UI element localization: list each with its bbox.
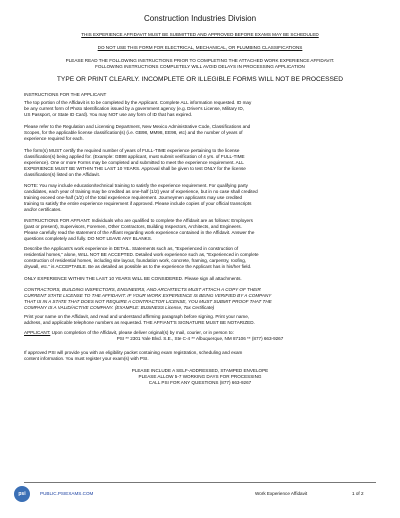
text-line: address, and applicable telephone numbers as requested. THE AFFIANT'S SIGNATURE MUST BE NOTARIZED. bbox=[24, 319, 255, 325]
read-instructions-line-2: FOLLOWING INSTRUCTIONS COMPLETELY WILL AVOID DELAYS IN PROCESSING APPLICATION bbox=[95, 64, 305, 69]
page-title: Construction Industries Division bbox=[143, 14, 257, 23]
warning-submit-before-exams: THIS EXPERIENCE AFFIDAVIT MUST BE SUBMITTED AND APPROVED BEFORE EXAMS MAY BE SCHEDULED bbox=[81, 32, 319, 37]
text-line: and/or certificates. bbox=[24, 206, 62, 212]
text-line: (past or present), Supervisors, Foremen, Other Contractors, Building Inspectors, Architects, and Engineers. bbox=[24, 223, 242, 229]
paragraph-affiant-instructions bbox=[24, 218, 376, 242]
text-line: EXPERIENCE MUST BE WITHIN THE LAST 10 YEARS. Approval shall be given to test ONLY for the license bbox=[24, 165, 246, 171]
text-line: US Passport, or State ID Card). You may NOT use any form of ID that has expired. bbox=[24, 111, 193, 117]
text-line: CALL PSI FOR ANY QUESTIONS (877) 663-9267 bbox=[148, 379, 252, 385]
paragraph-last-10-years: ONLY EXPERIENCE WITHIN THE LAST 10 YEARS WILL BE CONSIDERED. Please sign all attachments. bbox=[24, 276, 242, 281]
text-line: Describe the Applicant's work experience in DETAIL. Statements such as, "Experienced in construction of bbox=[24, 246, 239, 251]
text-line: Print your name on the Affidavit, and read and understand affirming paragraph before signing. Print your name, bbox=[24, 314, 250, 319]
text-line: experience). One or more Forms may be completed and submitted to meet the experience requirement. ALL bbox=[24, 159, 244, 165]
text-line: THAT IS IN A STATE THAT DOES NOT REQUIRE A CONTRACTOR LICENSE, YOU MUST SUBMIT PROOF THAT THE bbox=[24, 298, 272, 304]
text-line: If approved PSI will provide you with an eligibility packet containing exam registration, scheduling and exam bbox=[24, 350, 243, 355]
paragraph-eligibility bbox=[24, 350, 376, 362]
paragraph-id-requirements bbox=[24, 100, 376, 118]
paragraph-education-note bbox=[24, 183, 376, 213]
text-line: drywall, etc." is ACCEPTABLE. Be as detailed as possible as to the experience the Applicant has in his/her field. bbox=[24, 263, 252, 269]
text-line: Scopes, for the applicable license classification(s) (i.e. GB98, MM98, EE98, etc) and the number of years of bbox=[24, 129, 243, 135]
text-line: content information. You must register your exam(s) with PSI. bbox=[24, 355, 149, 361]
text-line: training to satisfy the entire experience requirement if approved. Please include copies of your official transcripts bbox=[24, 200, 252, 206]
footer-document-name: Work Experience Affidavit bbox=[255, 491, 308, 496]
text-line: CURRENT STATE LICENSE TO THE AFFIDAVIT. IF YOUR WORK EXPERIENCE IS BEING VERIFIED BY A COMPANY bbox=[24, 292, 272, 298]
footer-page-number: 1 of 2 bbox=[352, 491, 364, 496]
text-line: training exceed one-half (1/2) of the total experience requirement. Journeymen applicants may use credited bbox=[24, 194, 243, 200]
psi-address: PSI ** 2301 Yale Blvd. S.E., Ste C-4 ** Albuquerque, NM 87106 ** (877) 663-9267 bbox=[116, 335, 284, 341]
text-line: questions completely and fully. DO NOT LEAVE ANY BLANKS. bbox=[24, 235, 153, 241]
text-line: residential homes," alone, WILL NOT BE ACCEPTED. Detailed work experience such as, "Experienced in complete bbox=[24, 251, 259, 257]
paragraph-full-time-experience bbox=[24, 148, 376, 178]
paragraph-classifications bbox=[24, 124, 376, 142]
text-line: The top portion of the Affidavit is to be completed by the Applicant. Complete ALL information requested. ID may bbox=[24, 100, 252, 105]
text-line: experience required for each. bbox=[24, 135, 84, 141]
text-line: classification(s) listed on the Affidavit. bbox=[24, 171, 101, 177]
footer-divider bbox=[24, 482, 376, 483]
closing-notices bbox=[24, 368, 376, 386]
footer-website-link[interactable]: PUBLIC.PSIEXAMS.COM bbox=[40, 491, 94, 496]
psi-logo: psi bbox=[14, 486, 30, 502]
paragraph-license-copy bbox=[24, 287, 376, 311]
paragraph-notarized bbox=[24, 314, 376, 326]
text-line: NOTE: You may include education/technical training to satisfy the experience requirement. For qualifying party bbox=[24, 183, 248, 188]
type-or-print-notice: TYPE OR PRINT CLEARLY. INCOMPLETE OR ILLEGIBLE FORMS WILL NOT BE PROCESSED bbox=[56, 76, 344, 83]
instructions-heading: INSTRUCTIONS FOR THE APPLICANT bbox=[24, 92, 107, 97]
text-line: COMPANY IS A VALID/ACTIVE COMPANY. (EXAMPLE: BUSINESS License, Tax Certificate) bbox=[24, 304, 215, 310]
text-line: candidates, each year of training may be credited as one-half (1/2) year of experience, but in no case shall credited bbox=[24, 188, 258, 194]
text-line: Please refer to the Regulation and Licensing Department, New Mexico Administrative Code, Classifications and bbox=[24, 124, 251, 129]
paragraph-describe-experience bbox=[24, 246, 376, 270]
text-line: classification(s) being applied for. (Example: GB98 applicant, must submit verification of 4 yrs. of FULL-TIME bbox=[24, 153, 245, 159]
text-line: Upon completion of the Affidavit, please deliver original(s) by mail, courier, or in person to: bbox=[51, 330, 234, 335]
warning-do-not-use-form: DO NOT USE THIS FORM FOR ELECTRICAL, MECHANICAL, OR PLUMBING CLASSIFICATIONS bbox=[97, 45, 303, 50]
text-line: PLEASE ALLOW 5-7 WORKING DAYS FOR PROCESSING bbox=[138, 373, 262, 379]
text-line: CONTRACTORS, BUILDING INSPECTORS, ENGINEERS, AND ARCHITECTS MUST ATTACH A COPY OF THEIR bbox=[24, 287, 261, 292]
text-line: Please carefully read the statement of the Affiant regarding work experience contained in the Affidavit. Answer the bbox=[24, 229, 255, 235]
text-line: PLEASE INCLUDE A SELF-ADDRESSED, STAMPED ENVELOPE bbox=[131, 368, 269, 373]
applicant-label: APPLICANT: bbox=[24, 330, 51, 335]
text-line: INSTRUCTIONS FOR AFFIANT: Individuals who are qualified to complete the Affidavit are as follows: Employers bbox=[24, 218, 253, 223]
read-instructions-line-1: PLEASE READ THE FOLLOWING INSTRUCTIONS PRIOR TO COMPLETING THE ATTACHED WORK EXPERIENCE AFFIDAVIT. bbox=[65, 58, 335, 63]
text-line: The form(s) MUST certify the required number of years of FULL-TIME experience pertaining to the license bbox=[24, 148, 240, 153]
text-line: construction of residential homes, including site layout, foundation work, concrete, framing, carpentry, roofing, bbox=[24, 257, 247, 263]
paragraph-delivery bbox=[24, 330, 376, 342]
text-line: be any current form of Photo Identification issued by a government agency (e.g. Driver's License, Military ID, bbox=[24, 105, 244, 111]
